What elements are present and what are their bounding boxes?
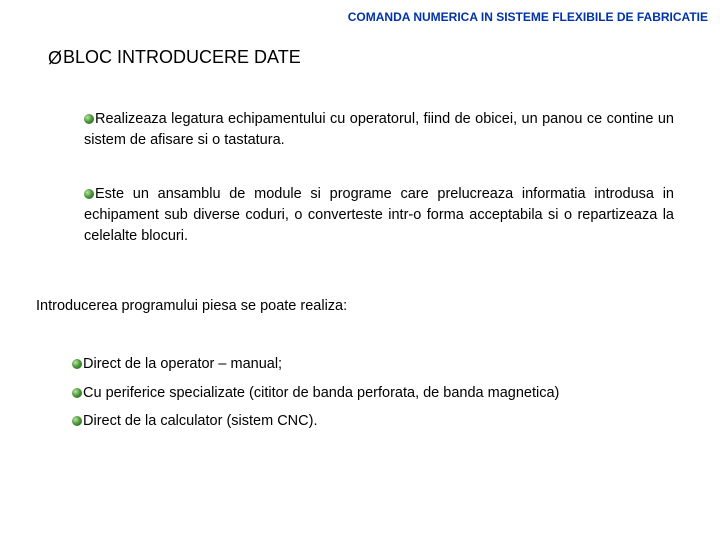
green-sphere-bullet-icon [84, 189, 94, 199]
green-sphere-bullet-icon [72, 359, 82, 369]
list-item [72, 413, 317, 429]
green-sphere-bullet-icon [72, 416, 82, 426]
paragraph-1-text: Realizeaza legatura echipamentului cu operatorul, fiind de obicei, un panou ce contine un sistem de afisare si o tastatura. [84, 111, 674, 148]
paragraph-1 [84, 109, 674, 151]
list-item [72, 356, 282, 372]
green-sphere-bullet-icon [84, 114, 94, 124]
slide-header-title: COMANDA NUMERICA IN SISTEME FLEXIBILE DE FABRICATIE [347, 10, 708, 24]
list-item-text: Direct de la operator – manual; [83, 356, 283, 372]
arrow-bullet-icon: Ø [48, 47, 63, 68]
list-item-text: Direct de la calculator (sistem CNC). [83, 413, 318, 429]
section-heading [48, 47, 301, 68]
green-sphere-bullet-icon [72, 388, 82, 398]
paragraph-2 [84, 184, 674, 247]
list-item-text: Cu periferice specializate (cititor de banda perforata, de banda magnetica) [83, 385, 560, 401]
section-heading-text: BLOC INTRODUCERE DATE [63, 47, 301, 67]
paragraph-2-text: Este un ansamblu de module si programe care prelucreaza informatia introdusa in echipament sub diverse coduri, o converteste intr-o forma acceptabila si o repartizeaza la celelalte blocuri. [84, 186, 674, 244]
list-item [72, 385, 559, 401]
intro-text: Introducerea programului piesa se poate realiza: [36, 298, 348, 314]
